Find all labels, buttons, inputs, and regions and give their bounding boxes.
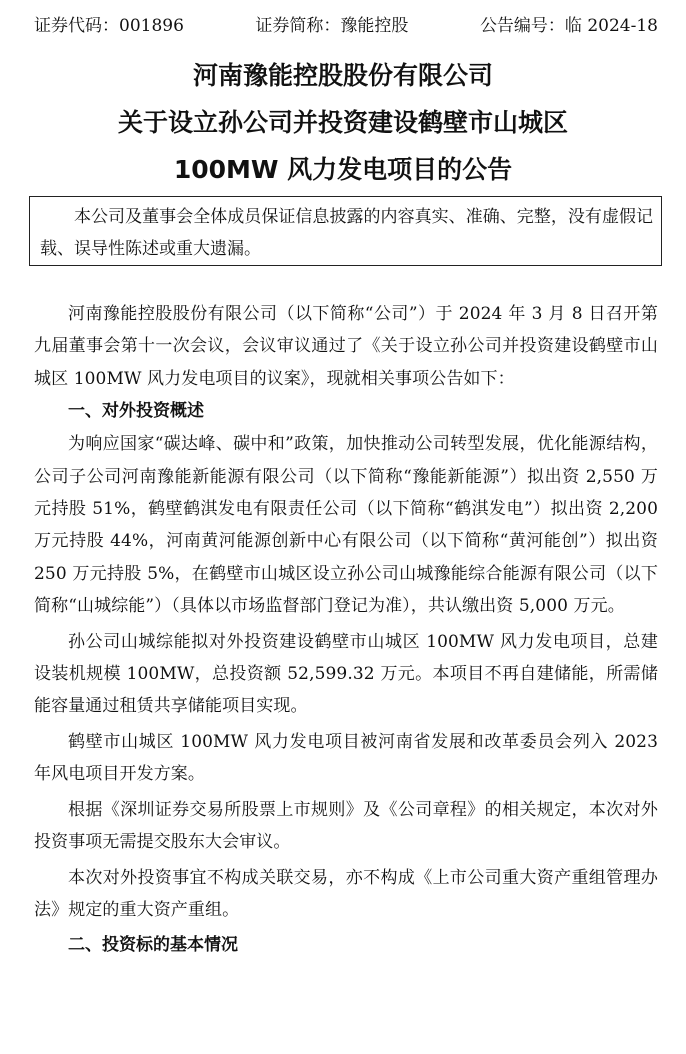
overview-paragraph: 根据《深圳证券交易所股票上市规则》及《公司章程》的相关规定，本次对外投资事项无需提交股东大会审议。 xyxy=(34,799,658,853)
intro-paragraph: 河南豫能控股股份有限公司（以下简称“公司”）于 2024 年 3 月 8 日召开第九届董事会第十一次会议，会议审议通过了《关于设立孙公司并投资建设鹤壁市山城区 100MW 风力发电项目的议案》，现就相关事项公告如下： xyxy=(34,304,658,389)
document-body xyxy=(34,298,658,962)
title-subject-line2: 100MW 风力发电项目的公告 xyxy=(173,155,513,184)
title-subject-line1: 关于设立孙公司并投资建设鹤壁市山城区 xyxy=(117,108,568,137)
stock-short-name: 证券简称：豫能控股 xyxy=(255,16,409,36)
overview-paragraph: 孙公司山城综能拟对外投资建设鹤壁市山城区 100MW 风力发电项目，总建设装机规模 100MW，总投资额 52,599.32 万元。本项目不再自建储能，所需储能容量通过租赁共享储能项目实现。 xyxy=(34,631,658,717)
overview-paragraph: 为响应国家“碳达峰、碳中和”政策，加快推动公司转型发展，优化能源结构，公司子公司河南豫能新能源有限公司（以下简称“豫能新能源”）拟出资 2,550 万元持股 51%，鹤壁鹤淇发电有限责任公司（以下简称“鹤淇发电”）拟出资 2,200 万元持股 44%，河南黄河能源创新中心有限公司（以下简称“黄河能创”）拟出资 250 万元持股 5%，在鹤壁市山城区设立孙公司山城豫能综合能源有限公司（以下简称“山城综能”）（具体以市场监督部门登记为准），共认缴出资 5,000 万元。 xyxy=(34,434,658,617)
stock-code: 证券代码：001896 xyxy=(34,16,184,36)
section-heading-overview: 一、对外投资概述 xyxy=(68,401,204,422)
document-title xyxy=(0,52,686,193)
section-heading-target: 二、投资标的基本情况 xyxy=(68,935,238,956)
overview-paragraph: 鹤壁市山城区 100MW 风力发电项目被河南省发展和改革委员会列入 2023 年风电项目开发方案。 xyxy=(34,731,658,785)
notice-number: 公告编号：临 2024-18 xyxy=(479,16,658,36)
document-header xyxy=(34,14,658,38)
overview-paragraph: 本次对外投资事宜不构成关联交易，亦不构成《上市公司重大资产重组管理办法》规定的重大资产重组。 xyxy=(34,867,658,920)
title-company: 河南豫能控股股份有限公司 xyxy=(192,61,493,90)
board-guarantee-notice: 本公司及董事会全体成员保证信息披露的内容真实、准确、完整，没有虚假记载、误导性陈述或重大遗漏。 xyxy=(29,196,662,266)
